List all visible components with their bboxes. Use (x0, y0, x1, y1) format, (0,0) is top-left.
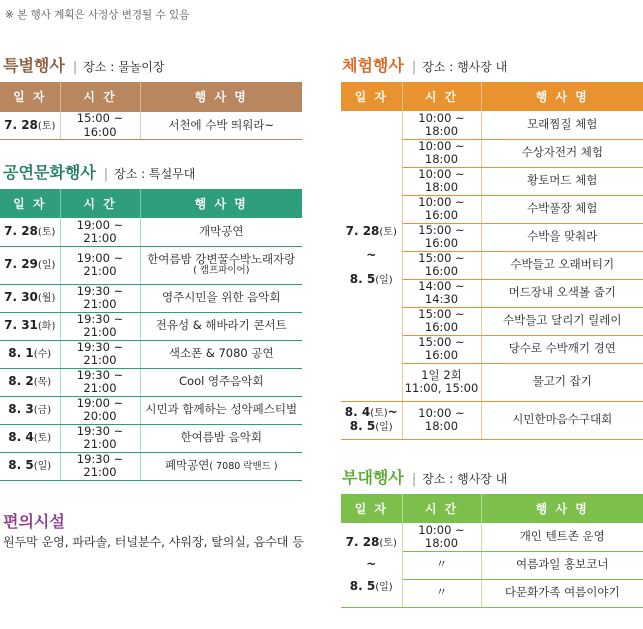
date-cell: 7. 30(월) (0, 284, 60, 312)
date-cell: 8. 1(수) (0, 340, 60, 368)
time-cell: 10:00 ~ 18:00 (402, 111, 481, 139)
header-time: 시 간 (402, 494, 481, 523)
table-row (341, 523, 643, 551)
side-location: 장소 : 행사장 내 (422, 472, 508, 486)
event-cell: 수박풀장 체험 (481, 195, 643, 223)
table-row (341, 401, 643, 439)
time-cell: 10:00 ~ 18:00 (402, 167, 481, 195)
date-cell: 8. 5(일) (0, 452, 60, 480)
table-row (341, 111, 643, 139)
notice-text: ※ 본 행사 계획은 사정상 변경될 수 있음 (5, 9, 190, 21)
table-row (0, 246, 302, 284)
event-cell: 시민과 함께하는 성악페스티벌 (140, 396, 302, 424)
header-date: 일 자 (341, 82, 402, 111)
time-cell: 14:00 ~ 14:30 (402, 279, 481, 307)
facilities-text: 원두막 운영, 파라솔, 터널분수, 샤워장, 탈의실, 음수대 등 (3, 535, 304, 549)
special-table (0, 82, 302, 140)
date-cell: 8. 2(목) (0, 368, 60, 396)
header-event: 행 사 명 (140, 189, 302, 218)
date-cell: 7. 31(화) (0, 312, 60, 340)
facilities-title: 편의시설 (3, 512, 65, 531)
event-cell: 수박들고 달리기 릴레이 (481, 307, 643, 335)
event-cell: 한여름밤 음악회 (140, 424, 302, 452)
table-row (0, 424, 302, 452)
header-date: 일 자 (341, 494, 402, 523)
time-cell: 19:30 ~ 21:00 (60, 424, 140, 452)
experience-location: 장소 : 행사장 내 (422, 60, 508, 74)
time-cell: 19:30 ~ 21:00 (60, 284, 140, 312)
time-cell: 19:30 ~ 21:00 (60, 368, 140, 396)
special-location: 장소 : 물놀이장 (83, 60, 165, 74)
event-cell: 영주시민을 위한 음악회 (140, 284, 302, 312)
table-header-row (0, 189, 302, 218)
performance-location: 장소 : 특설무대 (114, 167, 196, 181)
header-event: 행 사 명 (481, 494, 643, 523)
event-cell: 다문화가족 여름이야기 (481, 579, 643, 607)
event-cell: 여름과일 홍보코너 (481, 551, 643, 579)
time-cell: 10:00 ~ 18:00 (402, 401, 481, 439)
event-cell: 수박을 맞춰라 (481, 223, 643, 251)
side-section-title: 부대행사 | 장소 : 행사장 내 (342, 468, 508, 487)
table-row (0, 368, 302, 396)
time-cell: 〃 (402, 551, 481, 579)
side-table (341, 494, 643, 608)
table-row (0, 452, 302, 480)
experience-section-title: 체험행사 | 장소 : 행사장 내 (342, 56, 508, 75)
event-cell: Cool 영주음악회 (140, 368, 302, 396)
time-cell: 10:00 ~ 16:00 (402, 195, 481, 223)
performance-title: 공연문화행사 (3, 163, 96, 182)
header-time: 시 간 (60, 82, 140, 112)
header-time: 시 간 (402, 82, 481, 111)
performance-table (0, 189, 302, 481)
event-cell: 개막공연 (140, 218, 302, 246)
special-title: 특별행사 (3, 56, 65, 75)
time-cell: 19:30 ~ 21:00 (60, 452, 140, 480)
header-time: 시 간 (60, 189, 140, 218)
table-header-row (0, 82, 302, 112)
event-cell: 모래찜질 체험 (481, 111, 643, 139)
event-cell: 시민한마음수구대회 (481, 401, 643, 439)
experience-title: 체험행사 (342, 56, 404, 75)
event-cell: 황토머드 체험 (481, 167, 643, 195)
special-section-title: 특별행사 | 장소 : 물놀이장 (3, 56, 165, 75)
event-cell: 머드장내 오색볼 줍기 (481, 279, 643, 307)
header-event: 행 사 명 (481, 82, 643, 111)
time-cell: 〃 (402, 579, 481, 607)
table-row (0, 396, 302, 424)
date-cell: 8. 3(금) (0, 396, 60, 424)
event-cell: 한여름밤 강변꿀수박노래자랑 ( 캠프파이어) (140, 246, 302, 284)
time-cell: 15:00 ~ 16:00 (402, 307, 481, 335)
time-cell: 15:00 ~ 16:00 (402, 251, 481, 279)
performance-section-title: 공연문화행사 | 장소 : 특설무대 (3, 163, 196, 182)
table-row (0, 340, 302, 368)
table-header-row (341, 82, 643, 111)
table-row (0, 284, 302, 312)
time-cell: 19:00 ~ 21:00 (60, 246, 140, 284)
time-cell: 15:00 ~ 16:00 (402, 335, 481, 363)
event-cell: 당수로 수박깨기 경연 (481, 335, 643, 363)
event-cell: 서천에 수박 띄워라~ (140, 112, 302, 140)
date-cell: 8. 4(토) (0, 424, 60, 452)
event-cell: 폐막공연( 7080 락밴드 ) (140, 452, 302, 480)
table-header-row (341, 494, 643, 523)
time-cell: 15:00 ~ 16:00 (402, 223, 481, 251)
date-cell: 7. 29(일) (0, 246, 60, 284)
date-range-cell: 7. 28(토) ~ 8. 5(일) (341, 111, 402, 401)
header-event: 행 사 명 (140, 82, 302, 112)
side-title: 부대행사 (342, 468, 404, 487)
experience-table (341, 82, 643, 440)
date-range-cell: 7. 28(토) ~ 8. 5(일) (341, 523, 402, 607)
date-cell: 7. 28(토) (0, 112, 60, 140)
time-cell: 19:30 ~ 21:00 (60, 340, 140, 368)
header-date: 일 자 (0, 189, 60, 218)
time-cell: 19:30 ~ 21:00 (60, 312, 140, 340)
time-cell: 1일 2회 11:00, 15:00 (402, 363, 481, 401)
event-cell: 개인 텐트존 운영 (481, 523, 643, 551)
event-cell: 색소폰 & 7080 공연 (140, 340, 302, 368)
table-row (0, 218, 302, 246)
time-cell: 10:00 ~ 18:00 (402, 523, 481, 551)
event-cell: 수박들고 오래버티기 (481, 251, 643, 279)
time-cell: 10:00 ~ 18:00 (402, 139, 481, 167)
event-cell: 수상자전거 체험 (481, 139, 643, 167)
time-cell: 15:00 ~ 16:00 (60, 112, 140, 140)
event-cell: 전유성 & 해바라기 콘서트 (140, 312, 302, 340)
date-cell: 8. 4(토)~ 8. 5(일) (341, 401, 402, 439)
time-cell: 19:00 ~ 21:00 (60, 218, 140, 246)
table-row (0, 112, 302, 140)
date-cell: 7. 28(토) (0, 218, 60, 246)
time-cell: 19:00 ~ 20:00 (60, 396, 140, 424)
event-cell: 물고기 잡기 (481, 363, 643, 401)
table-row (0, 312, 302, 340)
header-date: 일 자 (0, 82, 60, 112)
